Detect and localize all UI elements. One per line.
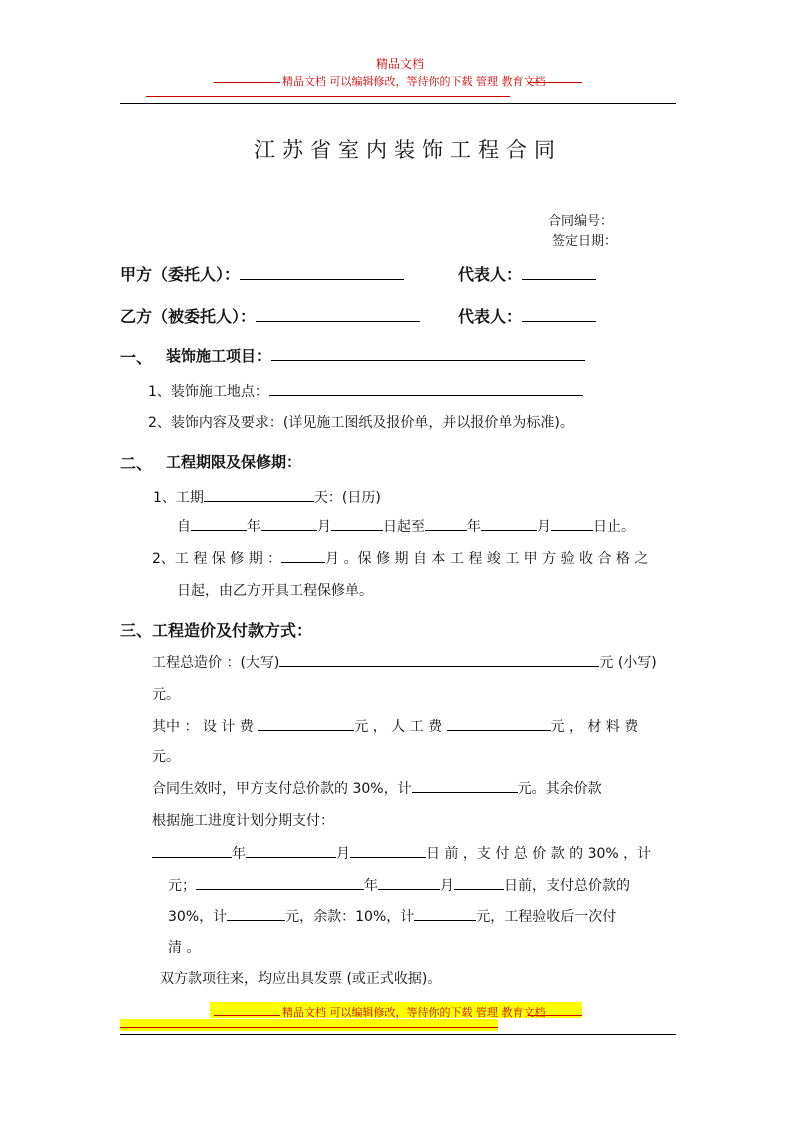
section1-title: 装饰施工项目：: [166, 347, 272, 365]
start-year-field[interactable]: [191, 516, 247, 531]
contract-number-label: 合同编号：: [548, 214, 614, 229]
inst1-year-field[interactable]: [152, 843, 232, 858]
labor-fee-label: 元 ， 人 工 费: [354, 719, 443, 735]
total-capital-field[interactable]: [279, 652, 599, 667]
inst3-amount-field[interactable]: [227, 906, 285, 921]
final-text: 元，工程验收后一次付: [476, 909, 617, 925]
pct-calc: 30%，计: [168, 909, 228, 925]
material-yuan: 元。: [152, 749, 180, 765]
payment1-text: 合同生效时，甲方支付总价款的 30%，计: [152, 781, 412, 797]
inst1-text: 日 前 ，支 付 总 价 款 的 30% ，计: [426, 846, 652, 862]
section1-item1: 1、装饰施工地点：: [148, 384, 269, 400]
section2-title: 工程期限及保修期：: [166, 453, 302, 471]
period-field[interactable]: [204, 487, 314, 502]
total-small-label: 元 (小写): [599, 655, 657, 671]
year-label: 年: [247, 519, 261, 535]
inst2-day-field[interactable]: [454, 875, 504, 890]
party-a-field[interactable]: [240, 263, 404, 280]
payment1-row: [152, 778, 602, 798]
start-day-field[interactable]: [331, 516, 383, 531]
header-red-line-lower: [146, 96, 510, 97]
warranty-field[interactable]: [281, 548, 325, 563]
day-start-label: 日起至: [383, 519, 425, 535]
invoice-text: 双方款项往来，均应出具发票 (或正式收据)。: [160, 971, 442, 987]
month-label: 月: [336, 846, 350, 862]
header-top-mark: 精品文档: [376, 57, 425, 71]
header-banner: 精品文档 可以编辑修改，等待你的下载 管理 教育文档: [282, 75, 546, 88]
day-end-label: 日止。: [593, 519, 635, 535]
payment2-text: 根据施工进度计划分期支付：: [152, 813, 334, 829]
footer-rule: [120, 1034, 676, 1035]
party-b-field[interactable]: [256, 305, 420, 322]
project-field[interactable]: [271, 345, 585, 361]
fee-detail-row: [152, 716, 638, 736]
header-red-line-right: [528, 82, 582, 83]
design-fee-label: 其中 ： 设 计 费: [152, 719, 254, 735]
start-month-field[interactable]: [261, 516, 317, 531]
month-label: 月: [317, 519, 331, 535]
month-label: 月: [440, 878, 454, 894]
section1-num: 一、: [120, 348, 153, 367]
period-unit: 天：(日历): [313, 490, 381, 506]
period-label: 1、工期: [153, 490, 204, 506]
warranty-text: 月 。保 修 期 自 本 工 程 竣 工 甲 方 验 收 合 格 之: [325, 551, 649, 567]
footer-highlight-bottom: [120, 1019, 498, 1031]
footer-red-line-lower: [120, 1027, 498, 1028]
party-b-rep-field[interactable]: [522, 305, 596, 322]
end-day-field[interactable]: [551, 516, 593, 531]
section3-title: 三、工程造价及付款方式：: [120, 621, 313, 640]
party-b-rep-row: [458, 304, 596, 327]
payment1-field[interactable]: [412, 778, 518, 793]
party-b-row: [120, 304, 420, 327]
inst2-text: 日前，支付总价款的: [504, 878, 630, 894]
party-a-row: [120, 262, 404, 285]
inst1-month-field[interactable]: [246, 843, 336, 858]
party-a-rep-field[interactable]: [522, 263, 596, 280]
year-label: 年: [364, 878, 378, 894]
installment3-row: [168, 906, 616, 926]
inst2-month-field[interactable]: [378, 875, 440, 890]
footer-red-line-right: [528, 1015, 582, 1016]
inst2-year-field[interactable]: [196, 875, 364, 890]
section1-item1-row: [148, 381, 583, 401]
installment2-row: [168, 875, 630, 895]
party-b-rep-label: 代表人：: [458, 307, 523, 326]
header-rule: [120, 103, 676, 104]
balance-amount-field[interactable]: [414, 906, 476, 921]
party-a-rep-row: [458, 262, 596, 285]
year-label: 年: [467, 519, 481, 535]
end-month-field[interactable]: [481, 516, 537, 531]
party-b-label: 乙方（被委托人）：: [120, 307, 257, 326]
footer-red-line-left: [214, 1015, 280, 1016]
footer-banner: 精品文档 可以编辑修改，等待你的下载 管理 教育文档: [282, 1006, 546, 1019]
year-label: 年: [232, 846, 246, 862]
site-field[interactable]: [269, 381, 583, 396]
inst1-day-field[interactable]: [350, 843, 426, 858]
yuan-semicolon: 元；: [168, 878, 196, 894]
end-year-field[interactable]: [425, 516, 467, 531]
month-label: 月: [537, 519, 551, 535]
balance-text: 元，余款：10%，计: [285, 909, 415, 925]
total-label: 工程总造价 ：(大写): [152, 655, 280, 671]
date-range-row: [177, 516, 635, 536]
from-label: 自: [177, 519, 191, 535]
section1-item2: 2、装饰内容及要求：(详见施工图纸及报价单，并以报价单为标准)。: [148, 415, 574, 431]
labor-fee-field[interactable]: [447, 716, 551, 731]
section2-num: 二、: [120, 454, 153, 473]
total-price-row: [152, 652, 657, 672]
section1-row: [166, 345, 585, 366]
sign-date-label: 签定日期：: [552, 234, 618, 249]
clear-text: 清 。: [168, 940, 201, 956]
material-fee-label: 元 ， 材 料 费: [550, 719, 639, 735]
total-yuan: 元。: [152, 687, 180, 703]
payment1-end: 元。其余价款: [517, 781, 602, 797]
warranty-label: 2、工 程 保 修 期 ：: [152, 551, 282, 567]
installment1-row: [152, 843, 651, 863]
design-fee-field[interactable]: [258, 716, 354, 731]
party-a-label: 甲方（委托人）：: [120, 265, 241, 284]
page-title: 江苏省室内装饰工程合同: [254, 138, 562, 162]
party-a-rep-label: 代表人：: [458, 265, 523, 284]
warranty-continue: 日起，由乙方开具工程保修单。: [177, 583, 373, 599]
period-row: [153, 487, 381, 507]
warranty-row: [152, 548, 648, 568]
header-red-line-left: [214, 82, 280, 83]
